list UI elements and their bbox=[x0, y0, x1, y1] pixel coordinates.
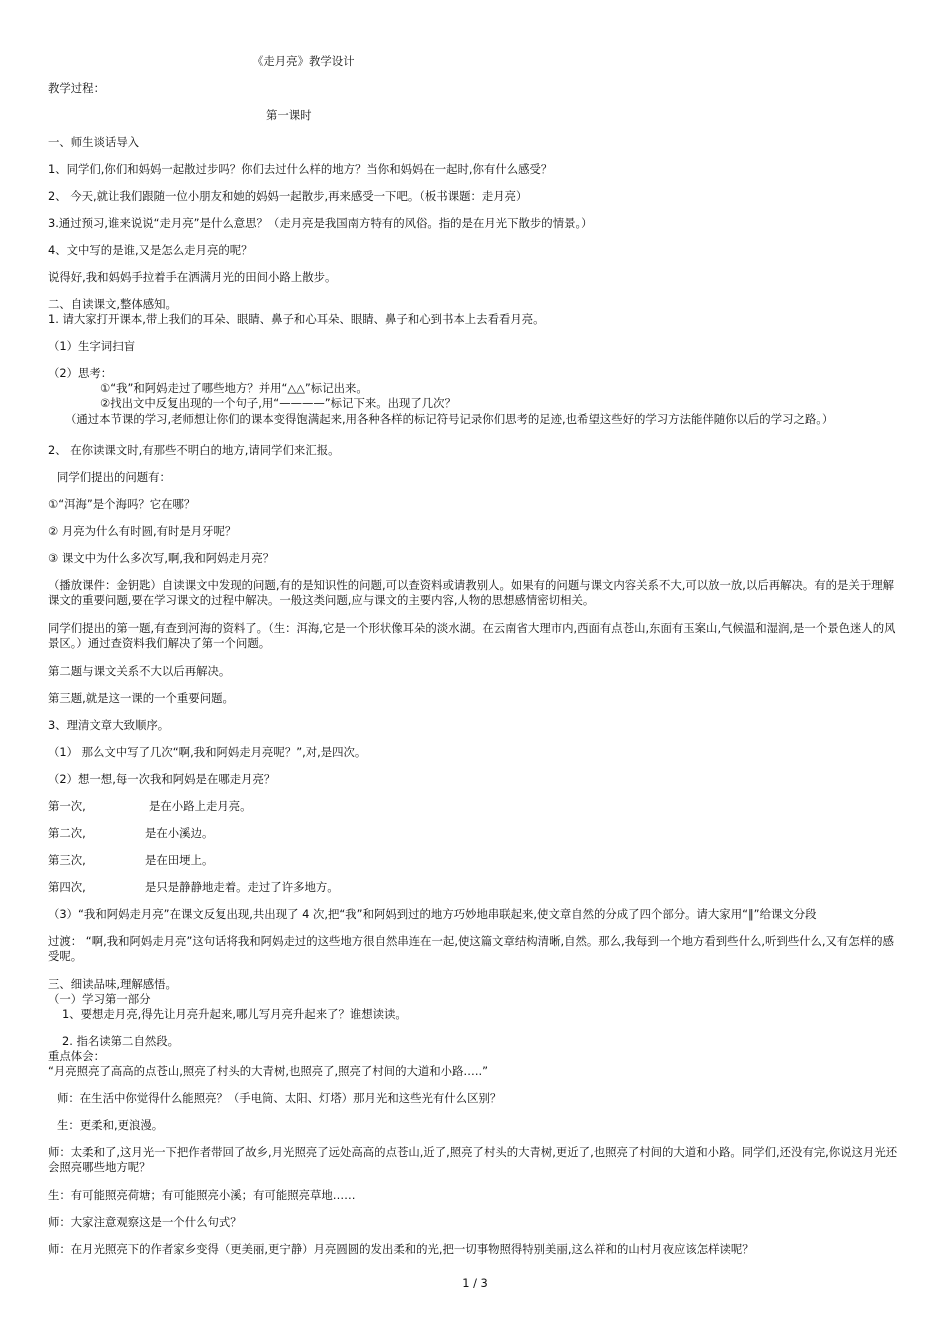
paragraph: 生：有可能照亮荷塘；有可能照亮小溪；有可能照亮草地…… bbox=[48, 1188, 356, 1202]
paragraph: （3）“我和阿妈走月亮”在课文反复出现,共出现了 4 次,把“我”和阿妈到过的地方巧妙地串联起来,使文章自然的分成了四个部分。请大家用“‖”给课文分段 bbox=[48, 907, 817, 921]
paragraph: 师：太柔和了,这月光一下把作者带回了故乡,月光照亮了远处高高的点苍山,近了,照亮了村头的大青树,更近了,也照亮了村间的大道和小路。同学们,还没有完,你说这月光还会照亮哪些地方呢？ bbox=[48, 1145, 898, 1174]
order-label: 第一次, bbox=[48, 799, 86, 813]
order-label: 第四次, bbox=[48, 880, 86, 894]
paragraph: 师：大家注意观察这是一个什么句式？ bbox=[48, 1215, 242, 1229]
order-text: 是只是静静地走着。走过了许多地方。 bbox=[145, 880, 339, 894]
question-item: ③ 课文中为什么多次写,啊,我和阿妈走月亮？ bbox=[48, 551, 275, 565]
order-text: 是在田埂上。 bbox=[145, 853, 214, 867]
quote: “月亮照亮了高高的点苍山,照亮了村头的大青树,也照亮了,照亮了村间的大道和小路…..” bbox=[48, 1064, 488, 1078]
paragraph: （播放课件：金钥匙）自读课文中发现的问题,有的是知识性的问题,可以查资料或请教别人。如果有的问题与课文内容关系不大,可以放一放,以后再解决。有的是关于理解课文的重要问题,要在学习课文的过程中解决。一般这类问题,应与课文的主要内容,人物的思想感情密切相关。 bbox=[48, 578, 895, 607]
paragraph: 2、 今天,就让我们跟随一位小朋友和她的妈妈一起散步,再来感受一下吧。（板书课题：走月亮） bbox=[48, 189, 528, 203]
paragraph: 同学们提出的问题有： bbox=[57, 470, 171, 484]
order-row bbox=[48, 826, 902, 841]
order-row bbox=[48, 799, 902, 814]
paragraph: （一）学习第一部分 bbox=[48, 992, 151, 1006]
question-item: ② 月亮为什么有时圆,有时是月牙呢？ bbox=[48, 524, 237, 538]
paragraph: 2、 在你读课文时,有那些不明白的地方,请同学们来汇报。 bbox=[48, 443, 340, 457]
question-item: ①“洱海”是个海吗？它在哪？ bbox=[48, 497, 196, 511]
paragraph: 重点体会： bbox=[48, 1049, 105, 1063]
paragraph: 师：在生活中你觉得什么能照亮？（手电筒、太阳、灯塔）那月光和这些光有什么区别？ bbox=[57, 1091, 502, 1105]
page-number: 1 / 3 bbox=[462, 1276, 488, 1290]
paragraph: 说得好,我和妈妈手拉着手在洒满月光的田间小路上散步。 bbox=[48, 270, 337, 284]
paragraph: （1）生字词扫盲 bbox=[48, 339, 135, 353]
paragraph: 第三题,就是这一课的一个重要问题。 bbox=[48, 691, 234, 705]
paragraph: 同学们提出的第一题,有查到河海的资料了。（生：洱海,它是一个形状像耳朵的淡水湖。在云南省大理市内,西面有点苍山,东面有玉案山,气候温和湿润,是一个景色迷人的风景区。）通过查资料我们解决了第一个问题。 bbox=[48, 621, 896, 650]
section-2-heading: 二、自读课文,整体感知。 bbox=[48, 297, 177, 311]
order-row bbox=[48, 880, 902, 895]
order-label: 第三次, bbox=[48, 853, 86, 867]
paragraph: 1. 请大家打开课本,带上我们的耳朵、眼睛、鼻子和心耳朵、眼睛、鼻子和心到书本上去看看月亮。 bbox=[48, 312, 545, 326]
process-label: 教学过程： bbox=[48, 81, 105, 95]
order-label: 第二次, bbox=[48, 826, 86, 840]
section-3-heading: 三、细读品味,理解感悟。 bbox=[48, 977, 177, 991]
paragraph: 1、要想走月亮,得先让月亮升起来,哪儿写月亮升起来了？谁想读读。 bbox=[62, 1007, 407, 1021]
order-text: 是在小溪边。 bbox=[145, 826, 214, 840]
paragraph: 生：更柔和,更浪漫。 bbox=[57, 1118, 164, 1132]
paragraph: ①“我”和阿妈走过了哪些地方？并用“△△”标记出来。 bbox=[100, 381, 368, 395]
paragraph: 过渡： “啊,我和阿妈走月亮”这句话将我和阿妈走过的这些地方很自然串连在一起,使这篇文章结构清晰,自然。那么,我每到一个地方看到些什么,听到些什么,又有怎样的感受呢。 bbox=[48, 934, 894, 963]
order-text: 是在小路上走月亮。 bbox=[149, 799, 252, 813]
paragraph: 3、理清文章大致顺序。 bbox=[48, 718, 170, 732]
document-title: 《走月亮》教学设计 bbox=[252, 54, 355, 68]
paragraph: （2）思考： bbox=[48, 366, 113, 380]
order-row bbox=[48, 853, 902, 868]
section-1-heading: 一、师生谈话导入 bbox=[48, 135, 140, 149]
lesson-label: 第一课时 bbox=[266, 108, 312, 122]
paragraph: 第二题与课文关系不大以后再解决。 bbox=[48, 664, 231, 678]
paragraph: 3.通过预习,谁来说说“走月亮”是什么意思？（走月亮是我国南方特有的风俗。指的是在月光下散步的情景。） bbox=[48, 216, 593, 230]
paragraph: 师：在月光照亮下的作者家乡变得（更美丽,更宁静）月亮圆圆的发出柔和的光,把一切事物照得特别美丽,这么祥和的山村月夜应该怎样读呢？ bbox=[48, 1242, 754, 1256]
paragraph: ②找出文中反复出现的一个句子,用“————”标记下来。出现了几次？ bbox=[100, 396, 456, 410]
paragraph: 2. 指名读第二自然段。 bbox=[62, 1034, 180, 1048]
paragraph: （2）想一想,每一次我和阿妈是在哪走月亮？ bbox=[48, 772, 276, 786]
paragraph: （通过本节课的学习,老师想让你们的课本变得饱满起来,用各种各样的标记符号记录你们思考的足迹,也希望这些好的学习方法能伴随你以后的学习之路。） bbox=[65, 412, 834, 426]
paragraph: 1、同学们,你们和妈妈一起散过步吗？你们去过什么样的地方？当你和妈妈在一起时,你有什么感受？ bbox=[48, 162, 553, 176]
paragraph: 4、文中写的是谁,又是怎么走月亮的呢？ bbox=[48, 243, 253, 257]
paragraph: （1） 那么文中写了几次“啊,我和阿妈走月亮呢？”,对,是四次。 bbox=[48, 745, 367, 759]
